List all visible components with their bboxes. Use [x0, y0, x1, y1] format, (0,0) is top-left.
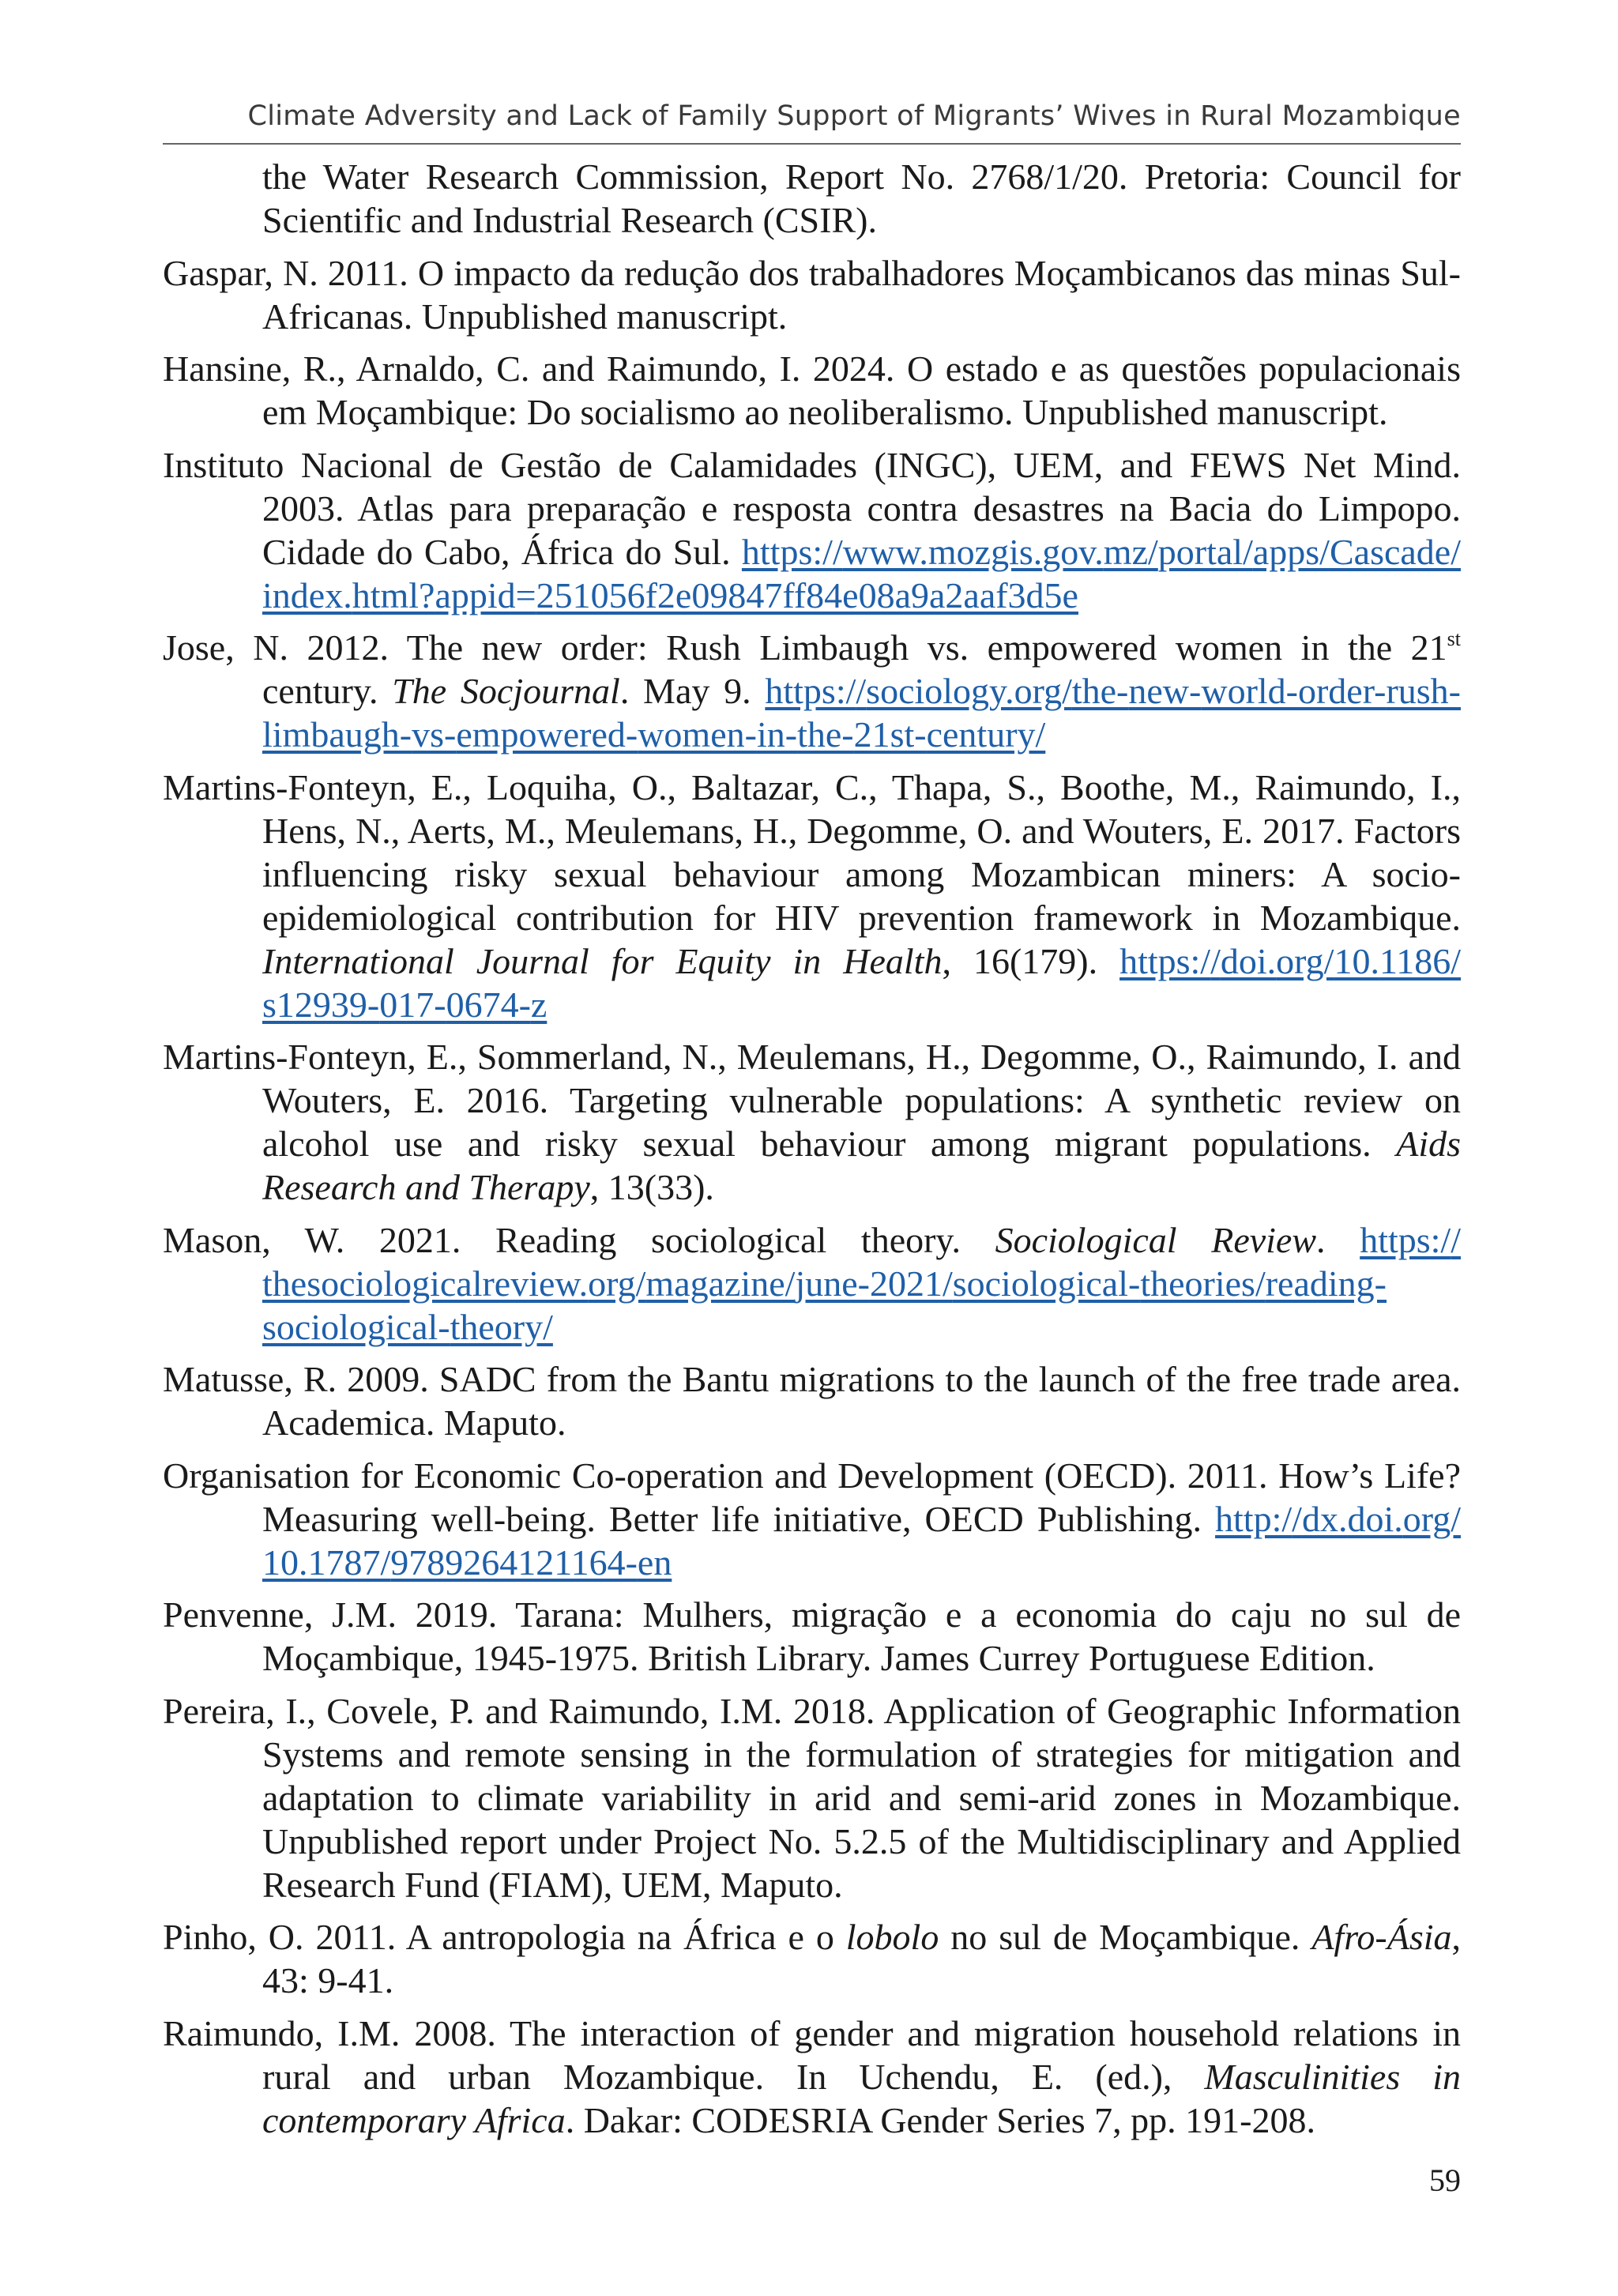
reference-text: , 13(33).: [589, 1167, 714, 1207]
reference-entry-oecd: [163, 1454, 1461, 1584]
reference-superscript: st: [1447, 627, 1461, 650]
reference-text: Gaspar, N. 2011. O impacto da redução dos trabalhadores Moçambicanos das minas Sul-Africanas. Unpublished manuscript.: [163, 252, 1461, 337]
page-number: 59: [1429, 2162, 1461, 2198]
reference-text: Instituto Nacional de Gestão de Calamidades (INGC), UEM, and FEWS Net Mind. 2003. Atlas para preparação e resposta contra desastres na Bacia do Limpopo. Cidade do Cabo, África do Sul.: [163, 444, 1461, 572]
reference-entry-pereira: [163, 1689, 1461, 1906]
reference-text: .: [1316, 1219, 1360, 1260]
reference-text: Martins-Fonteyn, E., Loquiha, O., Baltazar, C., Thapa, S., Boothe, M., Raimundo, I., Hens, N., Aerts, M., Meulemans, H., Degomme, O. and Wouters, E. 2017. Factors influencing risky sexual behaviour among Mozambican miners: A socio-epidemiological contribution for HIV prevention framework in Mozambique.: [163, 766, 1461, 938]
reference-entry-ingc: [163, 443, 1461, 617]
reference-entry-raimundo-2008: [163, 2012, 1461, 2142]
reference-text: . May 9.: [619, 671, 766, 711]
reference-text: Raimundo, I.M. 2008. The interaction of gender and migration household relations in rural and urban Mozambique. In Uchendu, E. (ed.),: [163, 2012, 1461, 2097]
reference-text: Mason, W. 2021. Reading sociological theory.: [163, 1219, 995, 1260]
reference-text: Penvenne, J.M. 2019. Tarana: Mulhers, migração e a economia do caju no sul de Moçambique, 1945-1975. British Library. James Currey Portuguese Edition.: [163, 1594, 1461, 1678]
reference-text: . Dakar: CODESRIA Gender Series 7, pp. 191-208.: [565, 2099, 1315, 2140]
reference-text: Pereira, I., Covele, P. and Raimundo, I.M. 2018. Application of Geographic Information Systems and remote sensing in the formulation of strategies for mitigation and adaptation to climate variability in arid and semi-arid zones in Mozambique. Unpublished report under Project No. 5.2.5 of the Multidisciplinary and Applied Research Fund (FIAM), UEM, Maputo.: [163, 1690, 1461, 1905]
reference-link[interactable]: https://sociology.org/the-new-world-order-rush-limbaugh-vs-empowered-women-in-the-21st-century/: [262, 671, 1461, 755]
reference-text: no sul de Moçambique.: [939, 1917, 1312, 1957]
reference-entry-water-research: [163, 155, 1461, 242]
reference-entry-matusse: [163, 1357, 1461, 1444]
reference-entry-hansine: [163, 347, 1461, 434]
reference-entry-gaspar: [163, 251, 1461, 338]
reference-text: Martins-Fonteyn, E., Sommerland, N., Meulemans, H., Degomme, O., Raimundo, I. and Wouters, E. 2016. Targeting vulnerable populations: A synthetic review on alcohol use and risky sexual behaviour among migrant populations.: [163, 1037, 1461, 1164]
reference-text: the Water Research Commission, Report No. 2768/1/20. Pretoria: Council for Scientific and Industrial Research (CSIR).: [262, 156, 1461, 240]
reference-link[interactable]: https://www.mozgis.gov.mz/portal/apps/Cascade/index.html?appid=251056f2e09847ff84e08a9a2aaf3d5e: [262, 531, 1461, 615]
reference-text: Hansine, R., Arnaldo, C. and Raimundo, I. 2024. O estado e as questões populacionais em Moçambique: Do socialismo ao neoliberalismo. Unpublished manuscript.: [163, 348, 1461, 432]
reference-link[interactable]: https://doi.org/10.1186/s12939-017-0674-z: [262, 940, 1462, 1025]
reference-text: Jose, N. 2012. The new order: Rush Limbaugh vs. empowered women in the 21: [163, 627, 1447, 668]
reference-italic-title: The Socjournal: [392, 671, 620, 711]
reference-text: Matusse, R. 2009. SADC from the Bantu migrations to the launch of the free trade area. Academica. Maputo.: [163, 1359, 1461, 1443]
running-header: Climate Adversity and Lack of Family Support of Migrants’ Wives in Rural Mozambique: [247, 100, 1461, 132]
reference-italic-title: Aids Research and Therapy: [262, 1124, 1461, 1207]
reference-entry-martins-fonteyn-2016: [163, 1035, 1461, 1209]
header-rule: [163, 143, 1461, 145]
reference-link[interactable]: http://dx.doi.org/10.1787/9789264121164-en: [262, 1498, 1461, 1583]
reference-italic-title: lobolo: [845, 1917, 939, 1957]
reference-link[interactable]: https://thesociologicalreview.org/magazine/june-2021/sociological-theories/reading-sociological-theory/: [262, 1219, 1461, 1347]
reference-entry-pinho: [163, 1915, 1461, 2002]
reference-italic-title: Sociological Review: [995, 1219, 1317, 1260]
reference-text: century.: [262, 671, 393, 711]
reference-list: [163, 155, 1461, 2151]
reference-entry-jose: [163, 626, 1461, 756]
reference-entry-mason: [163, 1218, 1461, 1349]
reference-italic-title: Masculinities in contemporary Africa: [262, 2056, 1461, 2140]
reference-text: Organisation for Economic Co-operation and Development (OECD). 2011. How’s Life? Measuring well-being. Better life initiative, OECD Publishing.: [163, 1455, 1461, 1539]
reference-italic-title: Afro-Ásia: [1311, 1917, 1452, 1957]
reference-text: , 16(179).: [942, 940, 1120, 981]
reference-text: Pinho, O. 2011. A antropologia na África e o: [163, 1917, 846, 1957]
reference-entry-martins-fonteyn-2017: [163, 766, 1461, 1026]
reference-text: , 43: 9-41.: [262, 1917, 1461, 2001]
reference-entry-penvenne: [163, 1593, 1461, 1680]
reference-italic-title: International Journal for Equity in Health: [262, 940, 943, 981]
